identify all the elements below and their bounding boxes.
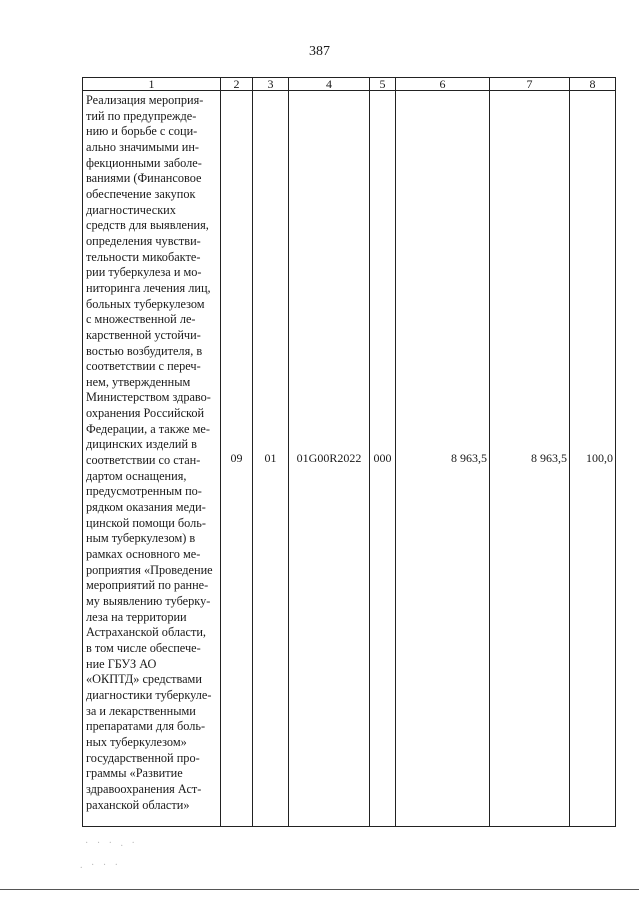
bottom-rule <box>0 889 639 890</box>
column-number-7: 7 <box>490 78 570 91</box>
executed-amount: 8 963,5 <box>490 91 570 827</box>
column-number-6: 6 <box>396 78 490 91</box>
target-article-code: 01G00R2022 <box>289 91 370 827</box>
subsection-code: 01 <box>253 91 289 827</box>
column-number-1: 1 <box>83 78 221 91</box>
scan-noise: · · · . · <box>85 838 138 849</box>
column-number-4: 4 <box>289 78 370 91</box>
budget-table <box>82 77 616 827</box>
execution-percent: 100,0 <box>570 91 616 827</box>
planned-amount: 8 963,5 <box>396 91 490 827</box>
row-description: Реализация мероприя- тий по предупрежде- нию и борьбе с соци- ально значимыми ин- фекционными заболе- ваниями (Финансовое обеспечение закупок диагностических средств для выявления, определения чувстви- тельности микобакте- рии туберкулеза и мо- ниторинга лечения лиц, больных туберкулезом с множественной ле- карственной устойчи- востью возбудителя, в соответствии с переч- нем, утвержденным Министерством здраво- охранения Российской Федерации, а также ме- дицинских изделий в соответствии со стан- дартом оснащения, предусмотренным по- рядком оказания меди- цинской помощи боль- ным туберкулезом) в рамках основного ме- роприятия «Проведение мероприятий по раннe- му выявлению туберку- леза на территории Астраханской области, в том числе обеспече- ние ГБУЗ АО «ОКПТД» средствами диагностики туберкуле- за и лекарственными препаратами для боль- ных туберкулезом» государственной про- граммы «Развитие здравоохранения Аст- раханской области» <box>83 91 221 827</box>
table-row <box>83 91 616 827</box>
section-code: 09 <box>221 91 253 827</box>
scan-noise: . · · · <box>80 860 121 871</box>
column-number-3: 3 <box>253 78 289 91</box>
expense-type-code: 000 <box>370 91 396 827</box>
column-number-2: 2 <box>221 78 253 91</box>
column-number-5: 5 <box>370 78 396 91</box>
column-number-row <box>83 78 616 91</box>
column-number-8: 8 <box>570 78 616 91</box>
page-number: 387 <box>309 44 330 59</box>
